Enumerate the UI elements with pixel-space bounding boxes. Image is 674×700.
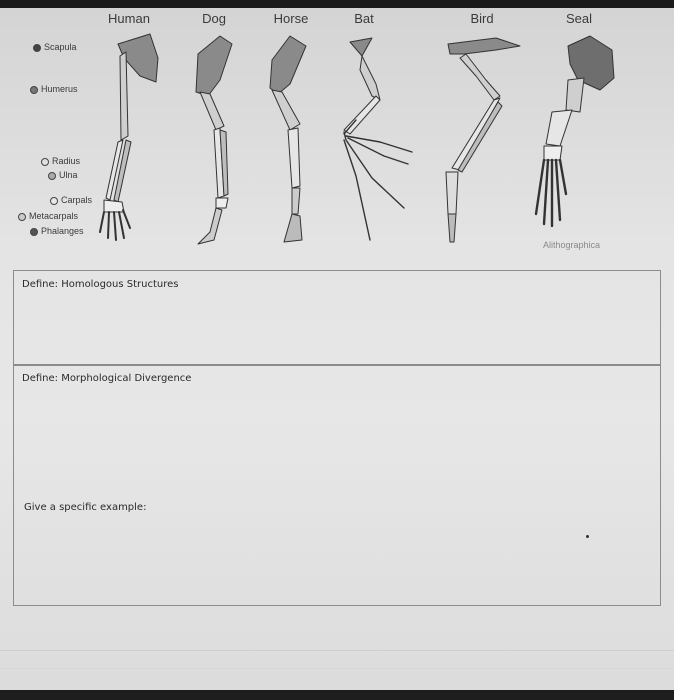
bird-forelimb-icon (446, 38, 520, 242)
homologous-structures-label: Define: Homologous Structures (22, 279, 179, 290)
human-forelimb-icon (100, 34, 158, 240)
footer-divider-2 (0, 668, 674, 669)
stray-dot (586, 535, 589, 538)
legend-radius: Radius (41, 156, 80, 166)
animal-label-bird: Bird (470, 11, 494, 26)
specific-example-label: Give a specific example: (24, 502, 147, 513)
animal-label-dog: Dog (202, 11, 226, 26)
animal-label-seal: Seal (565, 11, 593, 26)
bat-forelimb-icon (344, 38, 412, 240)
animal-label-horse: Horse (273, 11, 309, 26)
legend-carpals: Carpals (50, 195, 92, 205)
animal-label-human: Human (108, 11, 150, 26)
legend-scapula: Scapula (33, 42, 77, 52)
morphological-divergence-label: Define: Morphological Divergence (22, 373, 192, 384)
horse-forelimb-icon (270, 36, 306, 242)
legend-phalanges: Phalanges (30, 226, 84, 236)
illustration-credit: Alithographica (543, 240, 601, 250)
legend-humerus: Humerus (30, 84, 78, 94)
seal-forelimb-icon (536, 36, 614, 226)
animal-label-bat: Bat (354, 11, 374, 26)
legend-metacarpals: Metacarpals (18, 211, 78, 221)
morphological-divergence-box[interactable] (13, 364, 661, 606)
footer-divider (0, 650, 674, 651)
dog-forelimb-icon (196, 36, 232, 244)
forelimb-illustrations (0, 0, 674, 260)
bottom-dark-edge (0, 690, 674, 700)
legend-ulna: Ulna (48, 170, 78, 180)
